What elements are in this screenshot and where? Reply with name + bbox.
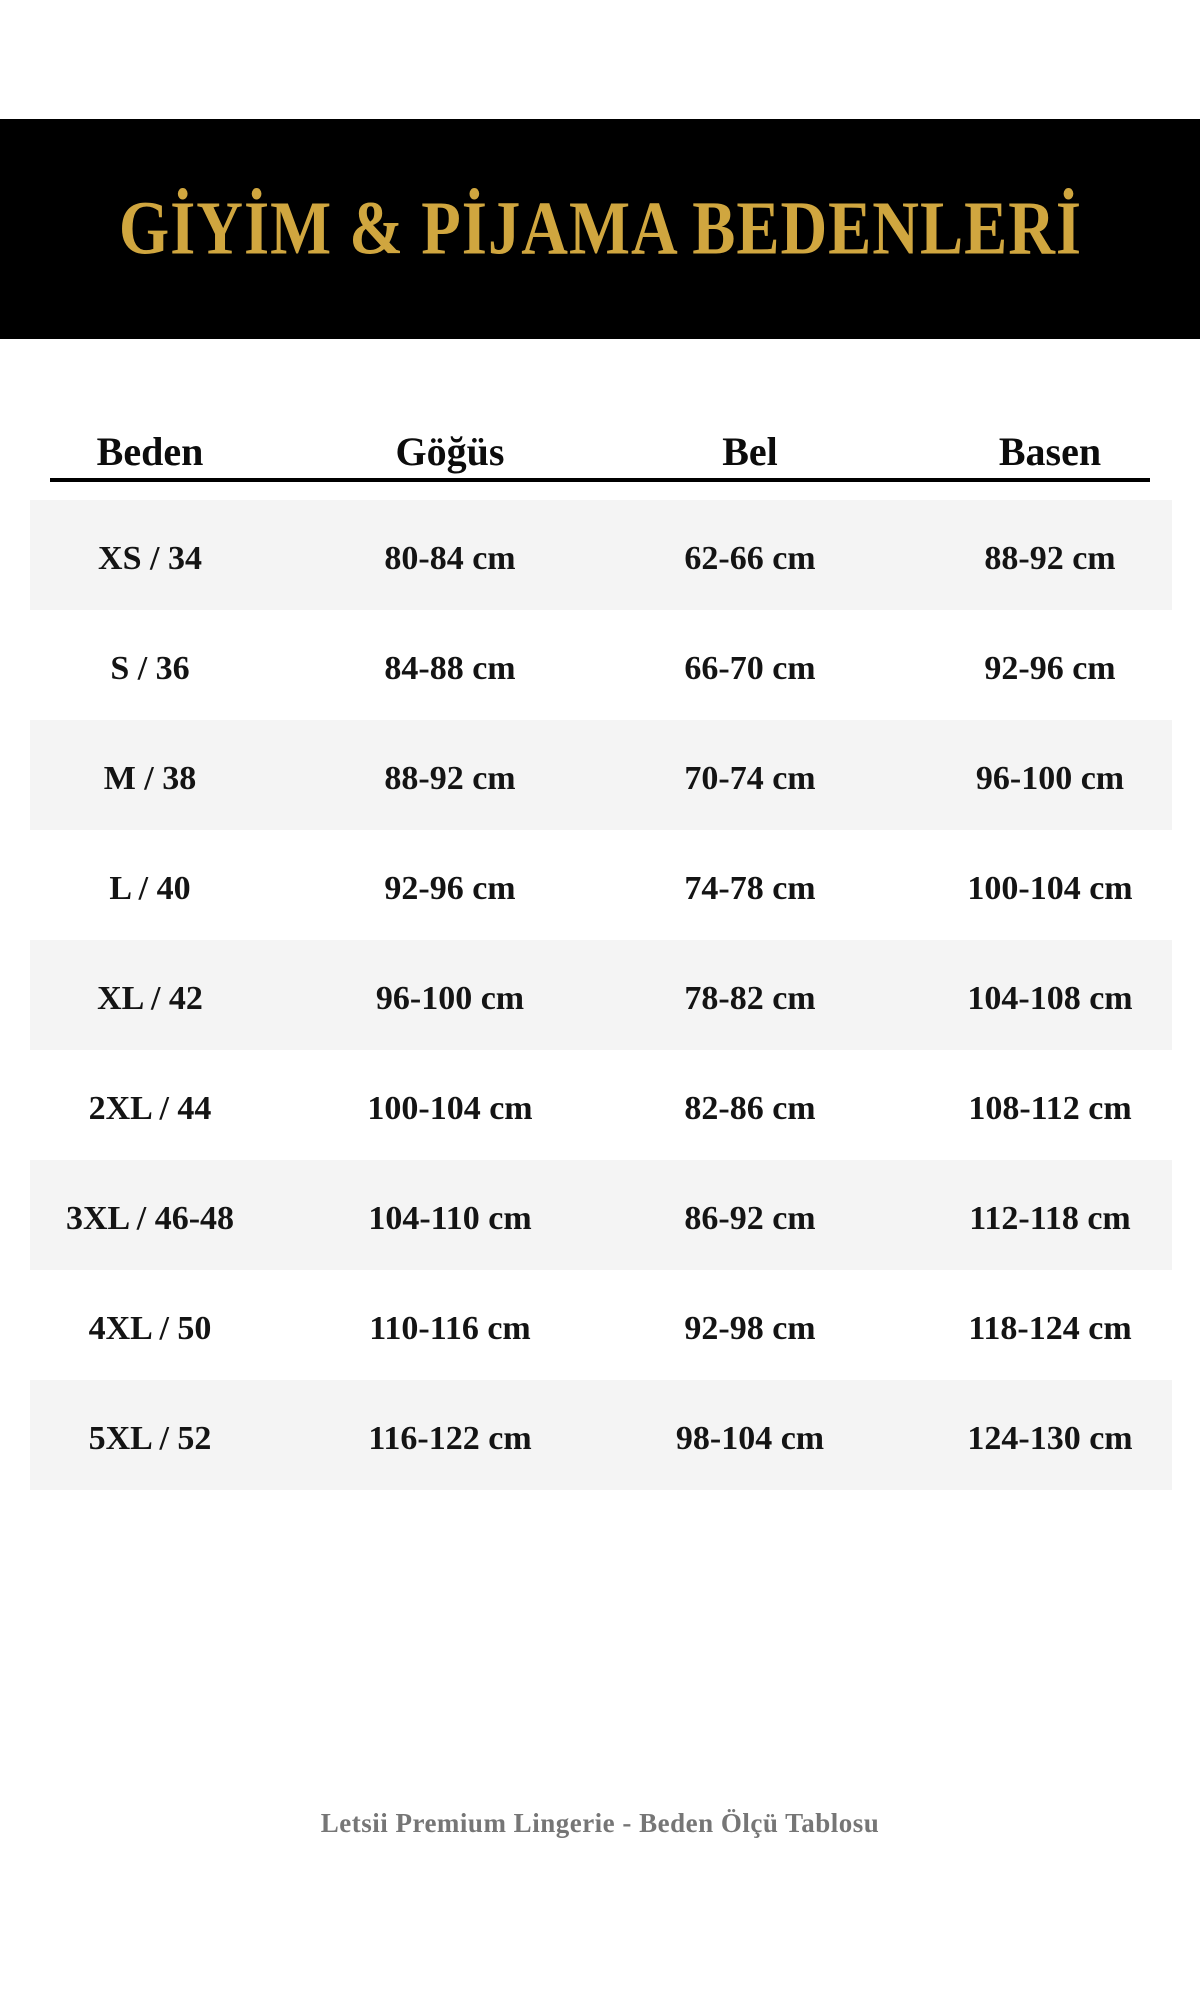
cell-hip: 112-118 cm [969,1200,1131,1237]
cell-size: M / 38 [103,760,197,797]
cell-waist: 98-104 cm [675,1420,825,1457]
footer [0,1808,1200,1839]
cell-size: S / 36 [110,650,190,687]
cell-hip: 96-100 cm [975,760,1125,797]
column-header-bel: Bel [722,429,778,474]
cell-waist: 66-70 cm [684,650,816,687]
title-banner [0,119,1200,339]
cell-waist: 74-78 cm [684,870,816,907]
cell-hip: 88-92 cm [984,540,1116,577]
table-row-3xl-46-48 [0,1160,1200,1270]
cell-waist: 86-92 cm [684,1200,816,1237]
cell-hip: 118-124 cm [968,1310,1132,1347]
cell-size: 5XL / 52 [88,1420,212,1457]
cell-hip: 100-104 cm [967,870,1133,907]
table-row-l-40 [0,830,1200,940]
table-row-s-36 [0,610,1200,720]
cell-chest: 104-110 cm [368,1200,532,1237]
column-header-basen: Basen [998,429,1102,474]
cell-hip: 92-96 cm [984,650,1116,687]
header-underline [50,478,1150,482]
cell-hip: 124-130 cm [967,1420,1133,1457]
cell-size: 3XL / 46-48 [65,1200,235,1237]
footer-brand-text: Letsii Premium Lingerie - Beden Ölçü Tablosu [320,1808,880,1838]
cell-chest: 84-88 cm [384,650,516,687]
table-row-xs-34 [0,500,1200,610]
cell-waist: 82-86 cm [684,1090,816,1127]
cell-chest: 110-116 cm [369,1310,531,1347]
cell-chest: 80-84 cm [384,540,516,577]
cell-chest: 92-96 cm [384,870,516,907]
cell-size: 4XL / 50 [88,1310,212,1347]
table-row-2xl-44 [0,1050,1200,1160]
table-row-5xl-52 [0,1380,1200,1490]
column-header-beden: Beden [96,429,204,474]
cell-hip: 108-112 cm [968,1090,1132,1127]
table-header-row [0,428,1200,475]
cell-waist: 78-82 cm [684,980,816,1017]
cell-waist: 62-66 cm [684,540,816,577]
cell-chest: 100-104 cm [367,1090,533,1127]
cell-hip: 104-108 cm [967,980,1133,1017]
table-row-m-38 [0,720,1200,830]
table-row-xl-42 [0,940,1200,1050]
cell-size: 2XL / 44 [88,1090,212,1127]
table-body [0,500,1200,1490]
cell-chest: 116-122 cm [368,1420,532,1457]
page-title: GİYİM & PİJAMA BEDENLERİ [118,186,1082,271]
column-header-gogus: Göğüs [395,429,505,474]
table-row-4xl-50 [0,1270,1200,1380]
cell-chest: 96-100 cm [375,980,525,1017]
cell-waist: 70-74 cm [684,760,816,797]
cell-size: XL / 42 [97,980,203,1017]
cell-chest: 88-92 cm [384,760,516,797]
cell-size: XS / 34 [98,540,202,577]
cell-size: L / 40 [109,870,191,907]
cell-waist: 92-98 cm [684,1310,816,1347]
